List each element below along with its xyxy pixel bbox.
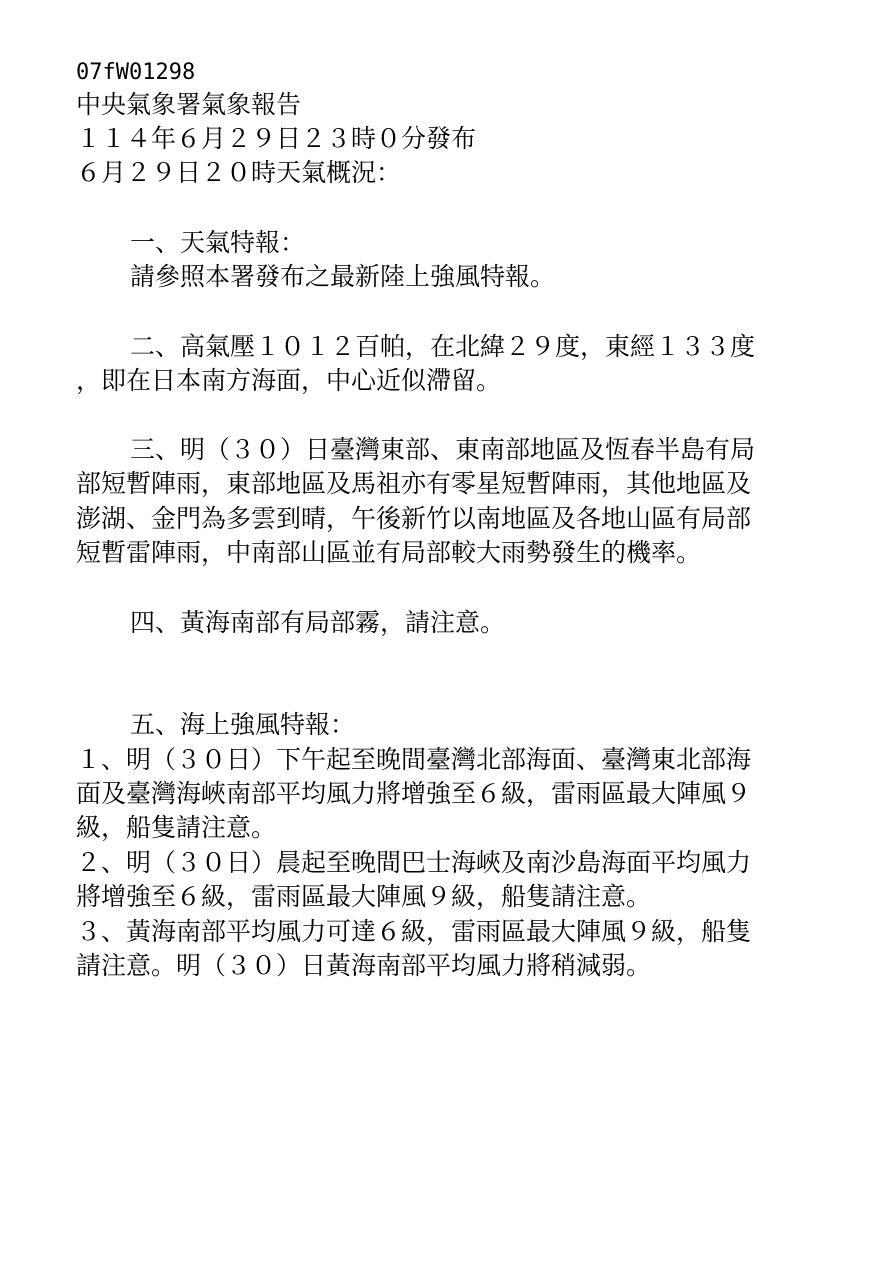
section-5-item-2-line-1: ２、明（３０日）晨起至晚間巴士海峽及南沙島海面平均風力 <box>76 848 752 877</box>
agency-title: 中央氣象署氣象報告 <box>76 90 302 119</box>
section-5-item-1-line-3: 級，船隻請注意。 <box>76 813 277 842</box>
section-1-heading: 一、天氣特報： <box>130 228 306 257</box>
section-2-line-1: 二、高氣壓１０１２百帕，在北緯２９度，東經１３３度 <box>130 332 756 361</box>
section-3-line-4: 短暫雷陣雨，中南部山區並有局部較大雨勢發生的機率。 <box>76 538 702 567</box>
section-5-item-2-line-2: 將增強至６級，雷雨區最大陣風９級，船隻請注意。 <box>76 882 652 911</box>
issue-time: １１４年６月２９日２３時０分發布 <box>76 124 477 153</box>
section-1-text: 請參照本署發布之最新陸上強風特報。 <box>130 262 556 291</box>
section-3-line-3: 澎湖、金門為多雲到晴，午後新竹以南地區及各地山區有局部 <box>76 504 752 533</box>
document-id: 07fW01298 <box>76 60 196 85</box>
section-5-item-1-line-1: １、明（３０日）下午起至晚間臺灣北部海面、臺灣東北部海 <box>76 745 752 774</box>
section-4-line-1: 四、黃海南部有局部霧，請注意。 <box>130 608 506 637</box>
overview-heading: ６月２９日２０時天氣概況： <box>76 158 402 187</box>
section-5-heading: 五、海上強風特報： <box>130 710 356 739</box>
section-5-item-1-line-2: 面及臺灣海峽南部平均風力將增強至６級，雷雨區最大陣風９ <box>76 779 752 808</box>
section-5-item-3-line-2: 請注意。明（３０）日黃海南部平均風力將稍減弱。 <box>76 951 652 980</box>
section-2-line-2: ，即在日本南方海面，中心近似滯留。 <box>76 366 502 395</box>
section-3-line-2: 部短暫陣雨，東部地區及馬祖亦有零星短暫陣雨，其他地區及 <box>76 469 752 498</box>
section-5-item-3-line-1: ３、黃海南部平均風力可達６級，雷雨區最大陣風９級，船隻 <box>76 917 752 946</box>
section-3-line-1: 三、明（３０）日臺灣東部、東南部地區及恆春半島有局 <box>130 435 756 464</box>
